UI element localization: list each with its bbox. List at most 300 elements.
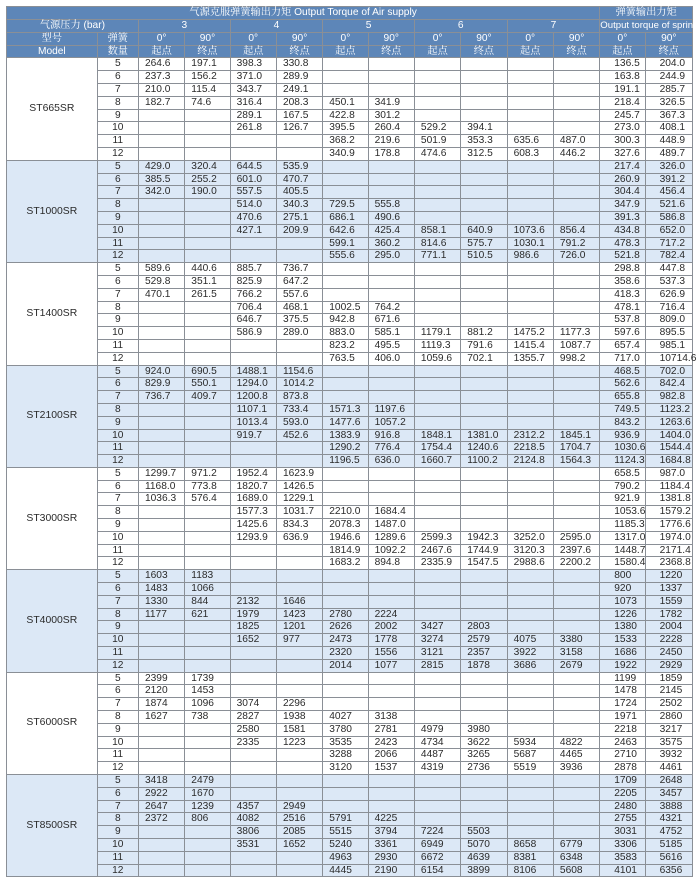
torque-cell	[138, 122, 184, 135]
spring-torque-cell: 1123.2	[645, 403, 692, 416]
spring-torque-cell: 327.6	[600, 147, 645, 160]
spring-qty-cell: 10	[97, 531, 138, 544]
torque-cell	[461, 480, 507, 493]
torque-cell	[414, 173, 460, 186]
table-row	[7, 263, 693, 276]
spring-torque-cell: 2502	[645, 698, 692, 711]
torque-cell: 167.5	[276, 109, 322, 122]
torque-cell	[553, 263, 599, 276]
torque-cell	[138, 736, 184, 749]
torque-cell	[507, 378, 553, 391]
spring-torque-cell: 2145	[645, 685, 692, 698]
torque-cell	[507, 519, 553, 532]
spring-torque-cell: 537.8	[600, 314, 645, 327]
spring-torque-cell: 358.6	[600, 275, 645, 288]
torque-cell: 2210.0	[323, 506, 368, 519]
torque-cell	[276, 762, 322, 775]
torque-cell: 642.6	[323, 224, 368, 237]
torque-cell	[185, 250, 230, 263]
torque-cell: 894.8	[368, 557, 414, 570]
torque-cell: 1423	[276, 608, 322, 621]
angle-90: 90°	[553, 32, 599, 45]
torque-cell	[185, 327, 230, 340]
spring-torque-cell: 895.5	[645, 327, 692, 340]
torque-cell: 6154	[414, 864, 460, 877]
spring-torque-cell: 448.9	[645, 135, 692, 148]
spring-qty-cell: 8	[97, 608, 138, 621]
torque-cell: 575.7	[461, 237, 507, 250]
torque-cell: 395.5	[323, 122, 368, 135]
spring-qty-cell: 8	[97, 301, 138, 314]
torque-cell: 636.0	[368, 455, 414, 468]
pressure-4: 4	[230, 20, 323, 33]
torque-cell: 2815	[414, 659, 460, 672]
torque-cell	[461, 672, 507, 685]
torque-cell: 4979	[414, 723, 460, 736]
spring-torque-cell: 2878	[600, 762, 645, 775]
torque-cell: 706.4	[230, 301, 276, 314]
torque-cell	[507, 813, 553, 826]
spring-qty-cell: 6	[97, 583, 138, 596]
torque-cell	[461, 314, 507, 327]
torque-cell	[461, 698, 507, 711]
torque-cell	[461, 595, 507, 608]
spring-torque-cell: 2929	[645, 659, 692, 672]
torque-cell: 8381	[507, 851, 553, 864]
torque-cell	[414, 199, 460, 212]
torque-cell	[368, 595, 414, 608]
torque-cell: 763.5	[323, 352, 368, 365]
torque-cell	[323, 672, 368, 685]
spring-qty-cell: 6	[97, 787, 138, 800]
torque-cell: 1683.2	[323, 557, 368, 570]
spring-torque-cell: 1580.4	[600, 557, 645, 570]
spring-torque-cell: 3306	[600, 839, 645, 852]
torque-cell	[323, 71, 368, 84]
spring-torque-cell: 717.0	[600, 352, 645, 365]
torque-cell	[276, 672, 322, 685]
torque-cell	[138, 109, 184, 122]
torque-cell	[230, 544, 276, 557]
torque-cell	[138, 851, 184, 864]
spring-torque-cell: 3888	[645, 800, 692, 813]
torque-cell	[323, 83, 368, 96]
torque-cell: 3899	[461, 864, 507, 877]
torque-cell: 647.2	[276, 275, 322, 288]
torque-cell: 555.6	[323, 250, 368, 263]
torque-cell	[185, 237, 230, 250]
torque-cell: 1200.8	[230, 391, 276, 404]
torque-cell: 3361	[368, 839, 414, 852]
torque-cell: 1739	[185, 672, 230, 685]
torque-cell: 6779	[553, 839, 599, 852]
torque-cell: 844	[185, 595, 230, 608]
torque-cell	[276, 570, 322, 583]
torque-cell	[414, 775, 460, 788]
torque-cell: 1179.1	[414, 327, 460, 340]
torque-cell: 340.3	[276, 199, 322, 212]
torque-cell: 219.6	[368, 135, 414, 148]
spring-qty-cell: 8	[97, 199, 138, 212]
spring-torque-cell: 1709	[600, 775, 645, 788]
torque-cell: 2516	[276, 813, 322, 826]
torque-cell	[276, 864, 322, 877]
torque-cell: 351.1	[185, 275, 230, 288]
torque-cell	[368, 58, 414, 71]
pressure-7: 7	[507, 20, 600, 33]
spring-torque-cell: 218.4	[600, 96, 645, 109]
torque-cell: 3427	[414, 621, 460, 634]
spring-torque-cell: 367.3	[645, 109, 692, 122]
torque-cell: 1778	[368, 634, 414, 647]
torque-cell	[185, 851, 230, 864]
table-row	[7, 135, 693, 148]
torque-cell: 686.1	[323, 211, 368, 224]
torque-cell: 3138	[368, 711, 414, 724]
torque-cell	[507, 391, 553, 404]
torque-cell: 5070	[461, 839, 507, 852]
torque-cell: 2803	[461, 621, 507, 634]
torque-cell: 289.1	[230, 109, 276, 122]
spring-torque-cell: 652.0	[645, 224, 692, 237]
torque-cell: 636.9	[276, 531, 322, 544]
torque-cell: 182.7	[138, 96, 184, 109]
torque-cell	[553, 467, 599, 480]
torque-cell: 1670	[185, 787, 230, 800]
torque-cell	[507, 595, 553, 608]
torque-cell	[323, 173, 368, 186]
torque-cell	[368, 493, 414, 506]
spring-torque-cell: 1317.0	[600, 531, 645, 544]
torque-cell: 635.6	[507, 135, 553, 148]
spring-torque-cell: 1263.6	[645, 416, 692, 429]
torque-cell: 2124.8	[507, 455, 553, 468]
spring-torque-cell: 921.9	[600, 493, 645, 506]
spring-qty-cell: 5	[97, 160, 138, 173]
torque-cell: 1627	[138, 711, 184, 724]
torque-cell: 576.4	[185, 493, 230, 506]
table-row	[7, 595, 693, 608]
torque-cell	[461, 83, 507, 96]
torque-cell	[138, 237, 184, 250]
torque-cell	[553, 595, 599, 608]
pressure-6: 6	[414, 20, 507, 33]
torque-cell	[414, 314, 460, 327]
torque-cell: 1240.6	[461, 442, 507, 455]
torque-cell: 4445	[323, 864, 368, 877]
torque-cell	[461, 160, 507, 173]
torque-cell: 406.0	[368, 352, 414, 365]
torque-cell: 3622	[461, 736, 507, 749]
torque-cell: 330.8	[276, 58, 322, 71]
torque-cell: 2132	[230, 595, 276, 608]
spring-torque-cell: 2368.8	[645, 557, 692, 570]
torque-cell	[368, 480, 414, 493]
spring-torque-cell: 447.8	[645, 263, 692, 276]
torque-cell: 1077	[368, 659, 414, 672]
torque-cell: 1196.5	[323, 455, 368, 468]
torque-cell	[461, 416, 507, 429]
torque-cell: 1183	[185, 570, 230, 583]
torque-cell: 1646	[276, 595, 322, 608]
torque-cell: 791.6	[461, 339, 507, 352]
spring-torque-cell: 191.1	[600, 83, 645, 96]
torque-cell: 5515	[323, 826, 368, 839]
torque-cell	[461, 506, 507, 519]
torque-cell: 474.6	[414, 147, 460, 160]
torque-cell: 3531	[230, 839, 276, 852]
spring-qty-cell: 12	[97, 864, 138, 877]
torque-cell: 1355.7	[507, 352, 553, 365]
torque-cell: 375.5	[276, 314, 322, 327]
torque-cell: 261.8	[230, 122, 276, 135]
torque-cell	[461, 263, 507, 276]
torque-cell: 2335	[230, 736, 276, 749]
torque-cell	[461, 186, 507, 199]
torque-cell	[553, 416, 599, 429]
torque-cell: 2736	[461, 762, 507, 775]
spring-qty-cell: 11	[97, 647, 138, 660]
torque-cell: 1201	[276, 621, 322, 634]
torque-cell	[138, 557, 184, 570]
torque-cell: 1537	[368, 762, 414, 775]
model-name: ST2100SR	[7, 365, 98, 467]
torque-cell	[507, 160, 553, 173]
torque-cell	[138, 224, 184, 237]
torque-cell	[553, 109, 599, 122]
torque-cell: 3806	[230, 826, 276, 839]
torque-cell	[368, 787, 414, 800]
spring-qty-cell: 11	[97, 851, 138, 864]
model-name: ST1000SR	[7, 160, 98, 262]
spring-qty-cell: 8	[97, 711, 138, 724]
spring-torque-cell: 842.4	[645, 378, 692, 391]
torque-cell	[507, 96, 553, 109]
spring-torque-cell: 4321	[645, 813, 692, 826]
torque-cell	[138, 634, 184, 647]
torque-cell: 1381.0	[461, 429, 507, 442]
torque-cell	[185, 135, 230, 148]
torque-cell	[230, 851, 276, 864]
torque-cell	[368, 173, 414, 186]
spring-torque-cell: 418.3	[600, 288, 645, 301]
torque-cell	[507, 480, 553, 493]
torque-cell	[414, 109, 460, 122]
spring-torque-cell: 717.2	[645, 237, 692, 250]
torque-cell: 555.8	[368, 199, 414, 212]
torque-cell	[185, 723, 230, 736]
table-row	[7, 583, 693, 596]
torque-cell: 1100.2	[461, 455, 507, 468]
torque-cell	[414, 160, 460, 173]
spring-torque-cell: 597.6	[600, 327, 645, 340]
torque-cell: 2781	[368, 723, 414, 736]
spring-torque-cell: 658.5	[600, 467, 645, 480]
torque-cell: 644.5	[230, 160, 276, 173]
torque-cell: 470.7	[276, 173, 322, 186]
spring-torque-cell: 391.3	[600, 211, 645, 224]
torque-cell	[414, 96, 460, 109]
spring-torque-cell: 843.2	[600, 416, 645, 429]
torque-cell	[138, 749, 184, 762]
torque-cell: 342.0	[138, 186, 184, 199]
torque-cell	[414, 583, 460, 596]
spring-torque-cell: 3031	[600, 826, 645, 839]
table-row	[7, 826, 693, 839]
torque-cell: 586.9	[230, 327, 276, 340]
table-row	[7, 250, 693, 263]
torque-cell: 1660.7	[414, 455, 460, 468]
torque-cell: 360.2	[368, 237, 414, 250]
torque-cell: 3074	[230, 698, 276, 711]
torque-cell: 5608	[553, 864, 599, 877]
torque-cell	[185, 544, 230, 557]
torque-cell: 2473	[323, 634, 368, 647]
torque-cell: 2399	[138, 672, 184, 685]
torque-cell: 986.6	[507, 250, 553, 263]
table-row	[7, 211, 693, 224]
table-row	[7, 442, 693, 455]
spring-qty-cell: 11	[97, 749, 138, 762]
spring-torque-cell: 521.6	[645, 199, 692, 212]
torque-cell	[507, 403, 553, 416]
torque-cell: 2467.6	[414, 544, 460, 557]
torque-cell: 2190	[368, 864, 414, 877]
spring-torque-cell: 1782	[645, 608, 692, 621]
torque-cell	[507, 416, 553, 429]
torque-cell: 4075	[507, 634, 553, 647]
torque-cell: 3252.0	[507, 531, 553, 544]
torque-cell: 425.4	[368, 224, 414, 237]
model-name: ST4000SR	[7, 570, 98, 672]
torque-cell	[461, 275, 507, 288]
spring-torque-cell: 408.1	[645, 122, 692, 135]
torque-cell	[414, 813, 460, 826]
start-label: 起点	[507, 45, 553, 58]
torque-cell: 115.4	[185, 83, 230, 96]
torque-cell: 470.1	[138, 288, 184, 301]
torque-cell: 881.2	[461, 327, 507, 340]
torque-cell	[507, 211, 553, 224]
torque-cell: 1652	[230, 634, 276, 647]
torque-cell: 1013.4	[230, 416, 276, 429]
torque-cell: 4487	[414, 749, 460, 762]
torque-cell	[276, 583, 322, 596]
torque-cell	[553, 711, 599, 724]
torque-cell: 261.5	[185, 288, 230, 301]
torque-cell: 977	[276, 634, 322, 647]
pressure-3: 3	[138, 20, 230, 33]
torque-cell: 1239	[185, 800, 230, 813]
torque-cell	[138, 314, 184, 327]
torque-cell	[185, 634, 230, 647]
spring-torque-cell: 1073	[600, 595, 645, 608]
torque-cell	[185, 864, 230, 877]
torque-cell	[507, 672, 553, 685]
torque-cell	[138, 339, 184, 352]
torque-cell: 919.7	[230, 429, 276, 442]
spring-torque-cell: 478.3	[600, 237, 645, 250]
spring-torque-cell: 1971	[600, 711, 645, 724]
model-en-label: Model	[7, 45, 98, 58]
torque-cell	[185, 826, 230, 839]
start-label: 起点	[323, 45, 368, 58]
torque-cell: 3120.3	[507, 544, 553, 557]
spring-qty-cell: 7	[97, 391, 138, 404]
torque-cell: 3418	[138, 775, 184, 788]
torque-cell: 1848.1	[414, 429, 460, 442]
torque-cell	[553, 813, 599, 826]
torque-cell	[553, 826, 599, 839]
spring-qty-cell: 10	[97, 839, 138, 852]
torque-cell: 601.0	[230, 173, 276, 186]
spring-torque-cell: 298.8	[600, 263, 645, 276]
torque-cell: 823.2	[323, 339, 368, 352]
spring-torque-cell: 478.1	[600, 301, 645, 314]
torque-cell: 249.1	[276, 83, 322, 96]
torque-cell: 671.6	[368, 314, 414, 327]
torque-cell: 4963	[323, 851, 368, 864]
table-row	[7, 775, 693, 788]
torque-cell: 2397.6	[553, 544, 599, 557]
torque-cell: 2357	[461, 647, 507, 660]
torque-cell: 340.9	[323, 147, 368, 160]
table-row	[7, 224, 693, 237]
torque-cell: 1002.5	[323, 301, 368, 314]
torque-cell: 2335.9	[414, 557, 460, 570]
torque-cell	[185, 749, 230, 762]
spring-torque-cell: 782.4	[645, 250, 692, 263]
spring-qty-cell: 7	[97, 800, 138, 813]
torque-cell: 1581	[276, 723, 322, 736]
spring-torque-cell: 2218	[600, 723, 645, 736]
torque-cell	[138, 826, 184, 839]
torque-cell	[553, 403, 599, 416]
torque-cell	[185, 109, 230, 122]
spring-torque-cell: 537.3	[645, 275, 692, 288]
torque-cell	[185, 736, 230, 749]
torque-cell	[507, 467, 553, 480]
torque-cell: 829.9	[138, 378, 184, 391]
torque-cell: 5934	[507, 736, 553, 749]
spring-qty-cell: 7	[97, 493, 138, 506]
table-row	[7, 288, 693, 301]
torque-cell	[276, 557, 322, 570]
torque-cell: 733.4	[276, 403, 322, 416]
torque-cell: 8658	[507, 839, 553, 852]
torque-cell: 74.6	[185, 96, 230, 109]
spring-torque-cell: 1053.6	[600, 506, 645, 519]
spring-torque-cell: 1559	[645, 595, 692, 608]
torque-cell	[138, 762, 184, 775]
torque-cell	[368, 467, 414, 480]
torque-cell: 2320	[323, 647, 368, 660]
torque-cell	[138, 327, 184, 340]
angle-0: 0°	[230, 32, 276, 45]
spring-torque-cell: 300.3	[600, 135, 645, 148]
torque-cell: 4319	[414, 762, 460, 775]
torque-cell: 1119.3	[414, 339, 460, 352]
torque-cell: 495.5	[368, 339, 414, 352]
spring-qty-cell: 11	[97, 544, 138, 557]
torque-cell	[185, 122, 230, 135]
torque-cell	[230, 237, 276, 250]
torque-cell	[138, 647, 184, 660]
torque-cell: 1197.6	[368, 403, 414, 416]
torque-cell	[461, 71, 507, 84]
torque-cell: 4357	[230, 800, 276, 813]
torque-cell: 690.5	[185, 365, 230, 378]
